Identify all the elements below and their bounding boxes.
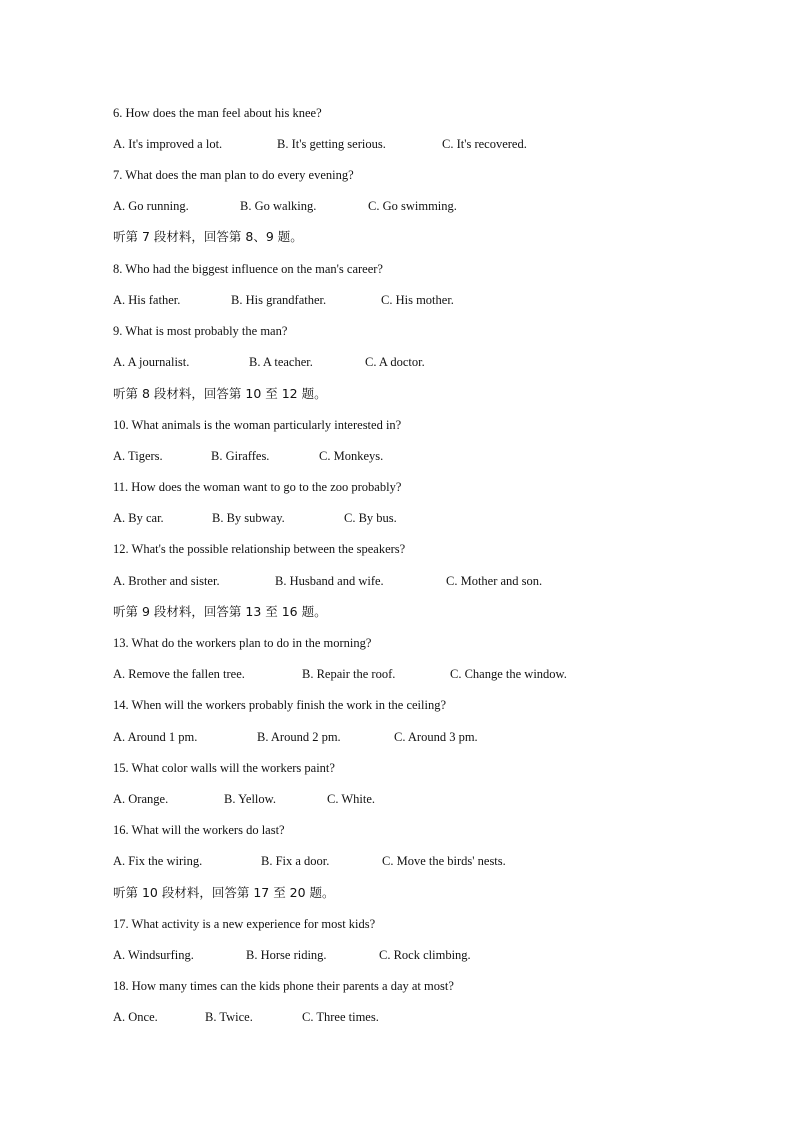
option-c: C. A doctor. <box>365 355 425 369</box>
question-text: 8. Who had the biggest influence on the man's career? <box>113 262 383 276</box>
option-c: C. White. <box>327 792 376 806</box>
question-text: 9. What is most probably the man? <box>113 324 288 338</box>
option-a: A. Windsurfing. <box>113 948 194 962</box>
question-text: 15. What color walls will the workers paint? <box>113 761 335 775</box>
option-b: B. Twice. <box>205 1010 253 1024</box>
option-b: B. Around 2 pm. <box>257 730 341 744</box>
section-instruction: 听第 8 段材料，回答第 10 至 12 题。 <box>113 386 327 401</box>
option-a: A. Fix the wiring. <box>113 854 203 868</box>
question-text: 17. What activity is a new experience for most kids? <box>113 917 376 931</box>
option-c: C. Go swimming. <box>368 199 457 213</box>
option-c: C. It's recovered. <box>442 137 527 151</box>
option-a: A. Go running. <box>113 199 189 213</box>
option-a: A. A journalist. <box>113 355 190 369</box>
question-text: 12. What's the possible relationship between the speakers? <box>113 542 406 556</box>
option-a: A. Orange. <box>113 792 169 806</box>
option-b: B. Giraffes. <box>211 449 270 463</box>
question-text: 11. How does the woman want to go to the zoo probably? <box>113 480 402 494</box>
option-a: A. Brother and sister. <box>113 574 220 588</box>
question-text: 6. How does the man feel about his knee? <box>113 106 322 120</box>
option-c: C. Rock climbing. <box>379 948 471 962</box>
option-b: B. Husband and wife. <box>275 574 384 588</box>
option-b: B. Repair the roof. <box>302 667 396 681</box>
option-a: A. Once. <box>113 1010 158 1024</box>
option-c: C. Around 3 pm. <box>394 730 478 744</box>
option-c: C. Monkeys. <box>319 449 384 463</box>
question-text: 16. What will the workers do last? <box>113 823 285 837</box>
option-c: C. By bus. <box>344 511 397 525</box>
question-text: 14. When will the workers probably finish the work in the ceiling? <box>113 698 447 712</box>
option-a: A. Remove the fallen tree. <box>113 667 245 681</box>
question-text: 10. What animals is the woman particularly interested in? <box>113 418 402 432</box>
option-b: B. A teacher. <box>249 355 313 369</box>
option-b: B. It's getting serious. <box>277 137 386 151</box>
section-instruction: 听第 10 段材料，回答第 17 至 20 题。 <box>113 885 335 900</box>
option-b: B. By subway. <box>212 511 285 525</box>
option-b: B. His grandfather. <box>231 293 327 307</box>
section-instruction: 听第 7 段材料，回答第 8、9 题。 <box>113 229 303 244</box>
option-c: C. Change the window. <box>450 667 567 681</box>
option-b: B. Yellow. <box>224 792 276 806</box>
option-c: C. Three times. <box>302 1010 379 1024</box>
question-text: 13. What do the workers plan to do in the morning? <box>113 636 372 650</box>
option-a: A. It's improved a lot. <box>113 137 223 151</box>
option-a: A. Tigers. <box>113 449 163 463</box>
option-b: B. Horse riding. <box>246 948 327 962</box>
question-text: 18. How many times can the kids phone their parents a day at most? <box>113 979 454 993</box>
option-c: C. Mother and son. <box>446 574 543 588</box>
question-text: 7. What does the man plan to do every evening? <box>113 168 354 182</box>
option-a: A. His father. <box>113 293 181 307</box>
option-a: A. Around 1 pm. <box>113 730 198 744</box>
option-b: B. Fix a door. <box>261 854 330 868</box>
section-instruction: 听第 9 段材料，回答第 13 至 16 题。 <box>113 604 327 619</box>
option-b: B. Go walking. <box>240 199 317 213</box>
option-c: C. His mother. <box>381 293 454 307</box>
option-c: C. Move the birds' nests. <box>382 854 506 868</box>
option-a: A. By car. <box>113 511 164 525</box>
